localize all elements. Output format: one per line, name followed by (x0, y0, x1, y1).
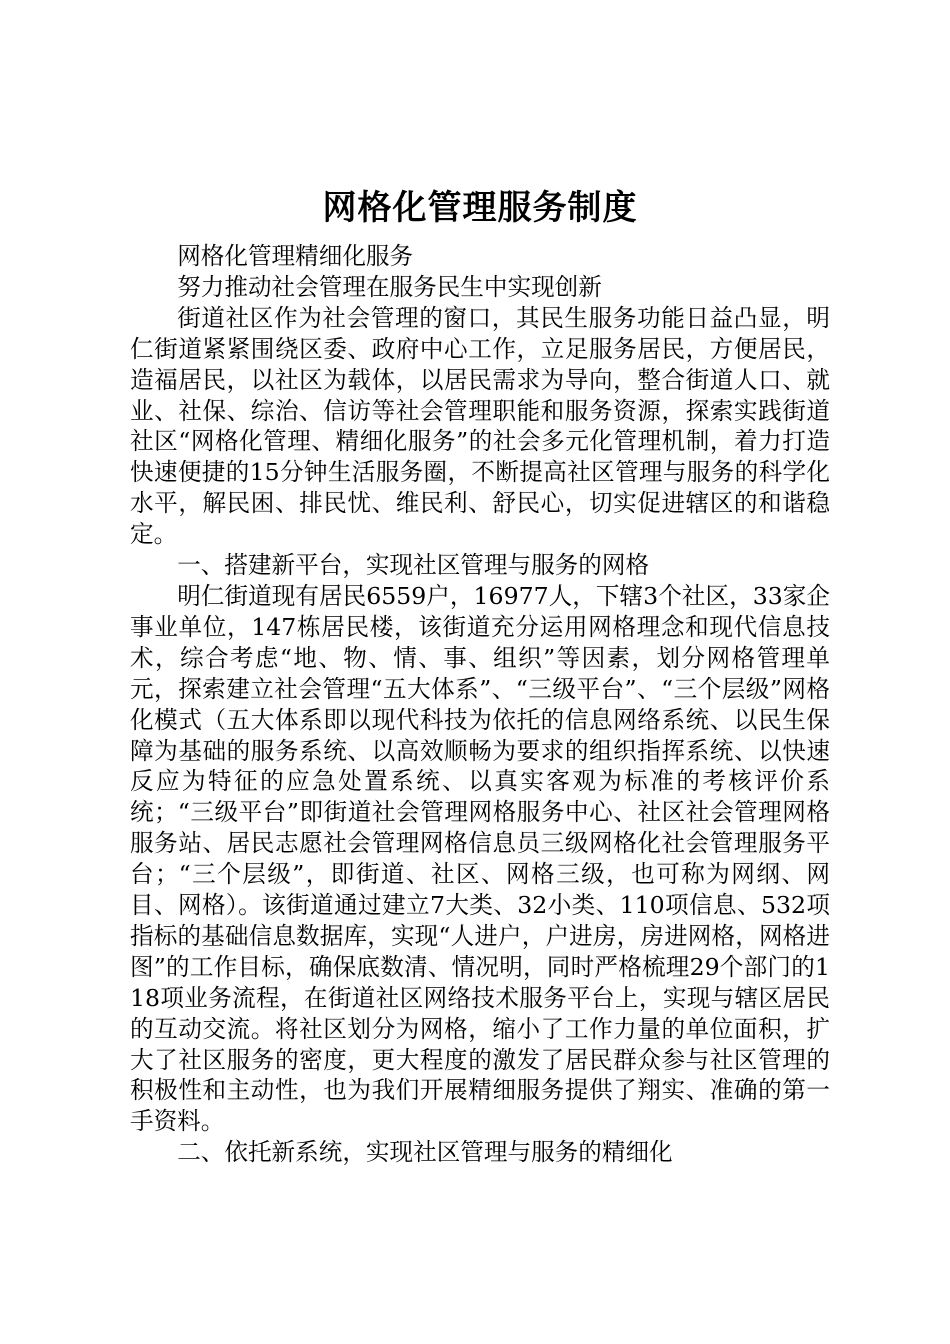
document-title: 网格化管理服务制度 (322, 188, 638, 228)
subtitle-line-2: 努力推动社会管理在服务民生中实现创新 (177, 272, 602, 301)
section-1-body: 明仁街道现有居民6559户，16977人，下辖3个社区，33家企事业单位，147栋居民楼，该街道充分运用网格理念和现代信息技术，综合考虑“地、物、情、事、组织”等因素，划分网格管理单元，探索建立社会管理“五大体系”、“三级平台”、“三个层级”网格化模式（五大体系即以现代科技为依托的信息网络系统、以民生保障为基础的服务系统、以高效顺畅为要求的组织指挥系统、以快速反应为特征的应急处置系统、以真实客观为标准的考核评价系统；“三级平台”即街道社会管理网格服务中心、社区社会管理网格服务站、居民志愿社会管理网格信息员三级网格化社会管理服务平台；“三个层级”，即街道、社区、网格三级，也可称为网纲、网目、网格）。该街道通过建立7大类、32小类、110项信息、532项指标的基础信息数据库，实现“人进户，户进房，房进网格，网格进图”的工作目标，确保底数清、情况明，同时严格梳理29个部门的118项业务流程，在街道社区网络技术服务平台上，实现与辖区居民的互动交流。将社区划分为网格，缩小了工作力量的单位面积，扩大了社区服务的密度，更大程度的激发了居民群众参与社区管理的积极性和主动性，也为我们开展精细服务提供了翔实、准确的第一手资料。 (130, 581, 830, 1136)
document-page (130, 185, 830, 1168)
section-heading-2: 二、依托新系统，实现社区管理与服务的精细化 (177, 1138, 673, 1167)
subtitle-line-1: 网格化管理精细化服务 (177, 242, 414, 270)
intro-paragraph: 街道社区作为社会管理的窗口，其民生服务功能日益凸显，明仁街道紧紧围绕区委、政府中心工作，立足服务居民，方便居民，造福居民，以社区为载体，以居民需求为导向，整合街道人口、就业、社保、综治、信访等社会管理职能和服务资源，探索实践街道社区“网格化管理、精细化服务”的社会多元化管理机制，着力打造快速便捷的15分钟生活服务圈，不断提高社区管理与服务的科学化水平，解民困、排民忧、维民利、舒民心，切实促进辖区的和谐稳定。 (130, 303, 830, 549)
section-heading-1: 一、搭建新平台，实现社区管理与服务的网格 (177, 551, 650, 580)
